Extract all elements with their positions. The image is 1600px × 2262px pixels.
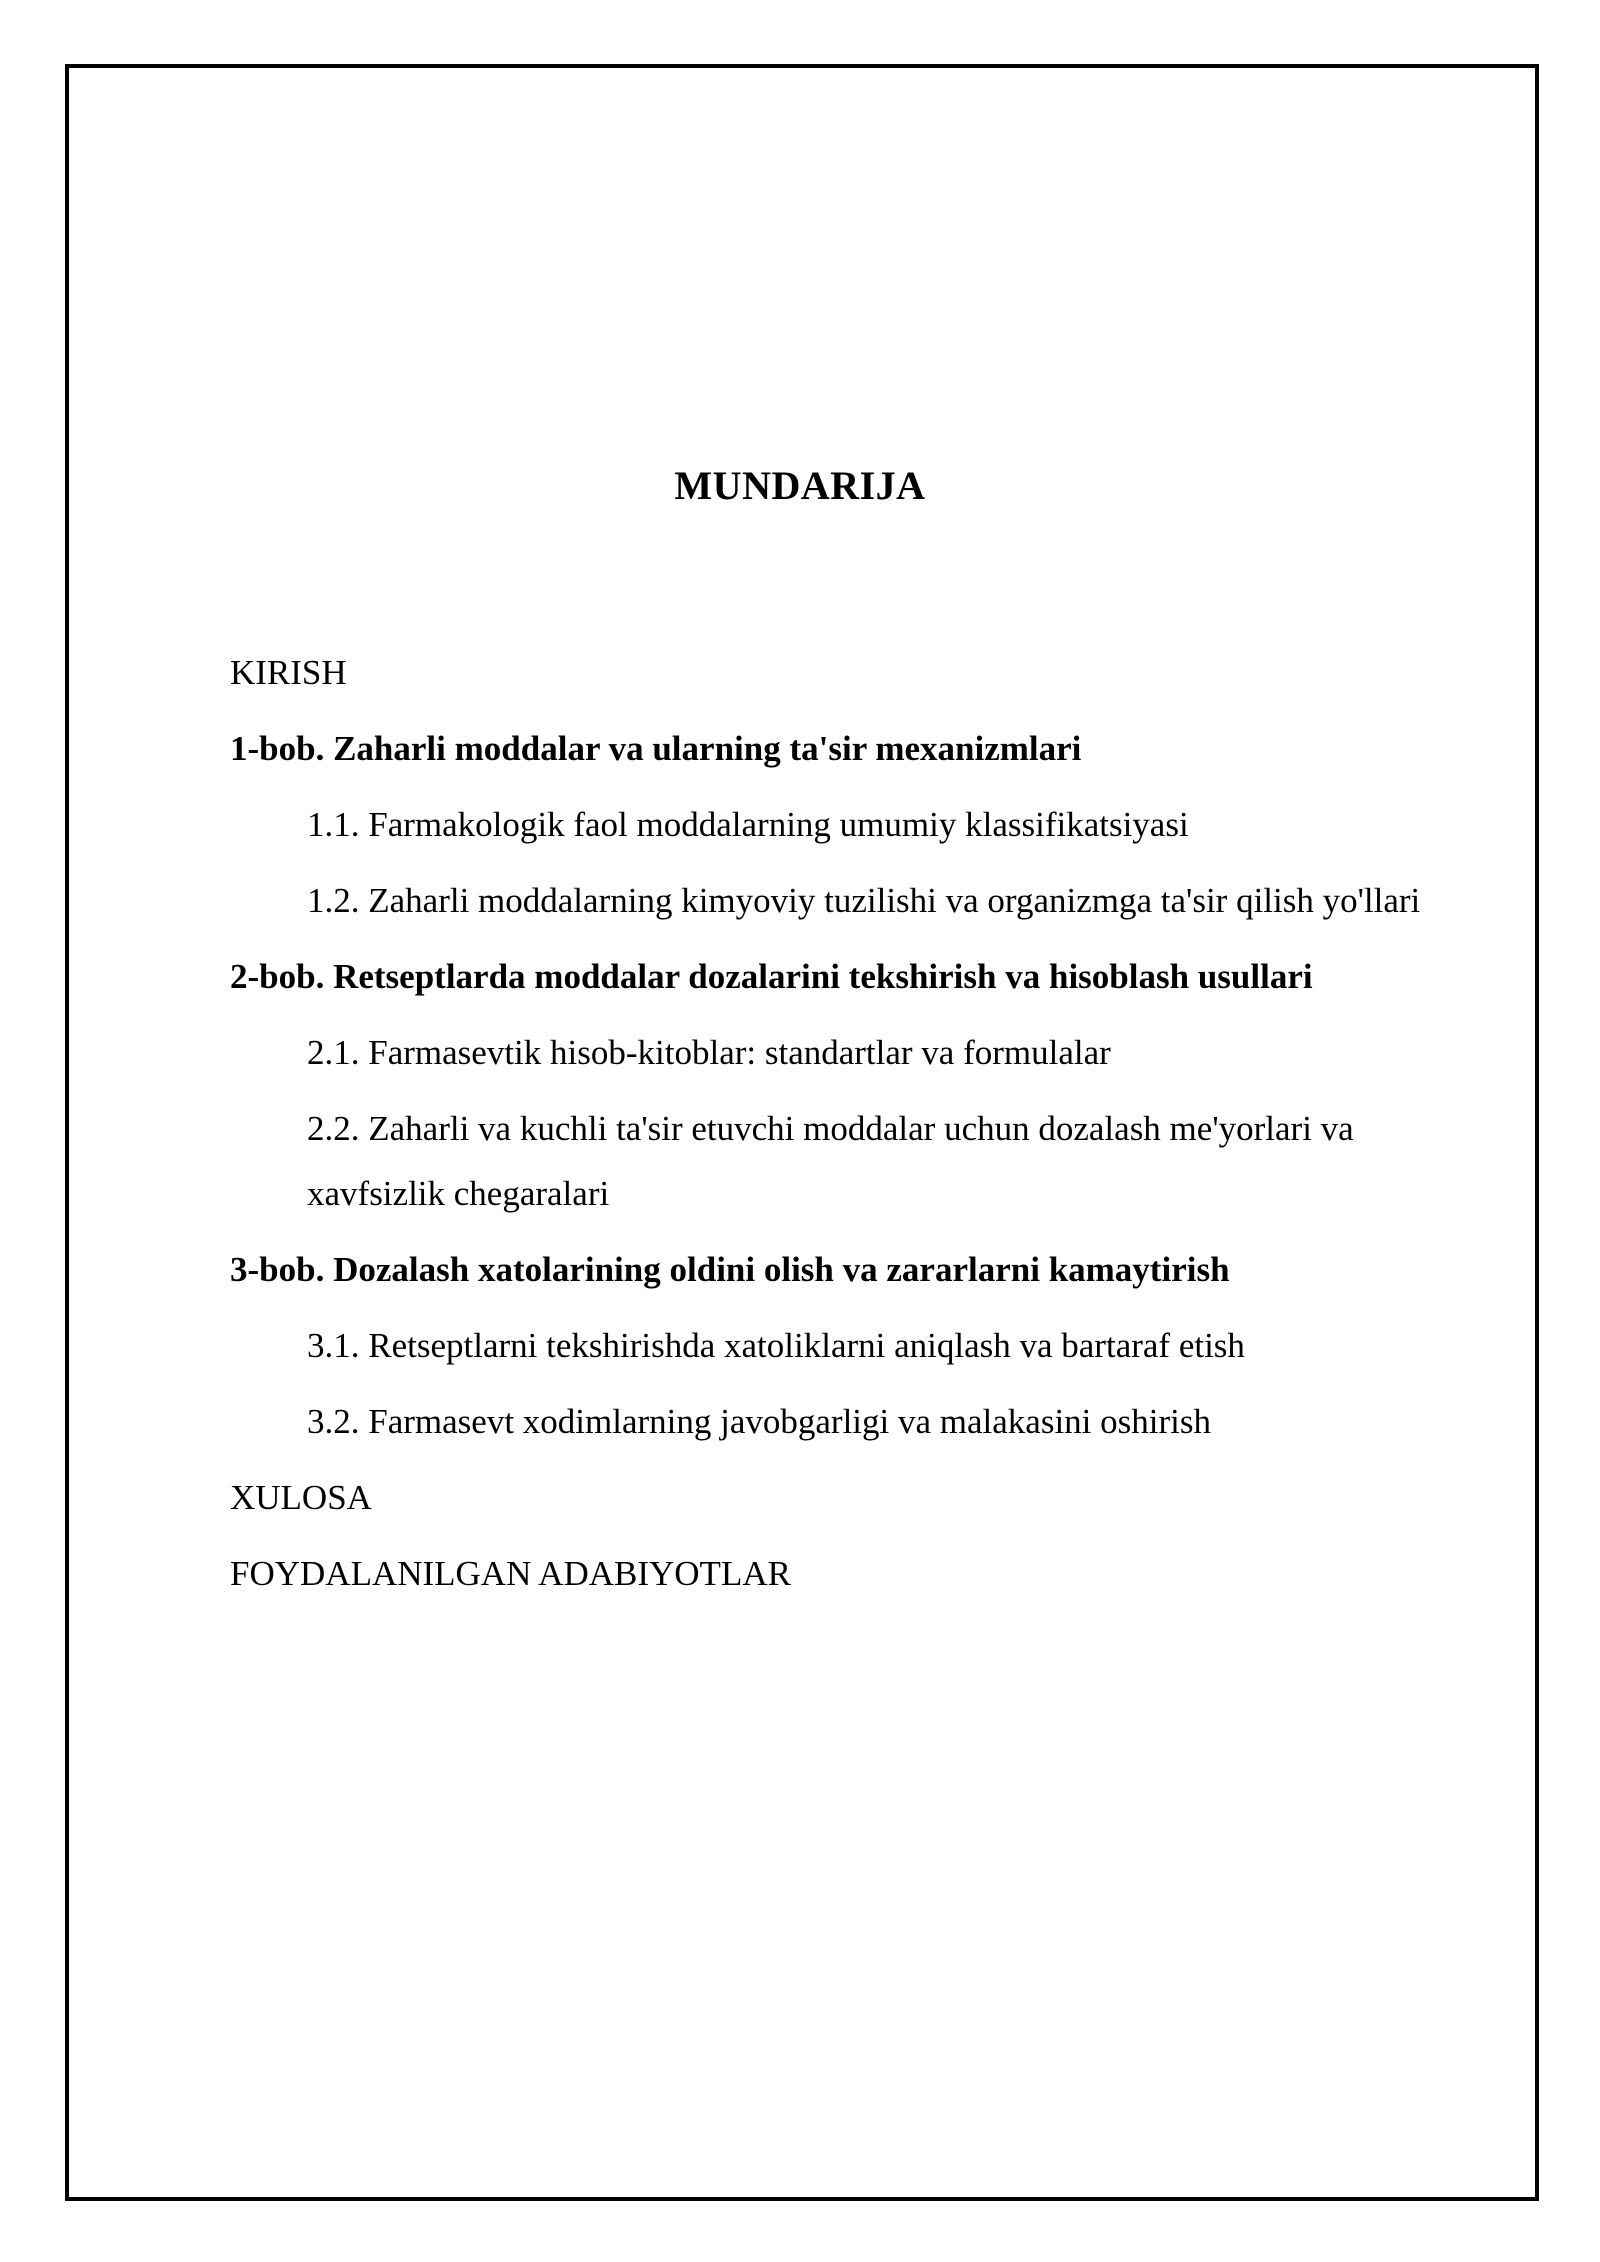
toc-section-2-1[interactable]: 2.1. Farmasevtik hisob-kitoblar: standartlar va formulalar [307,1033,1111,1072]
toc-chapter-2[interactable]: 2-bob. Retseptlarda moddalar dozalarini tekshirish va hisoblash usullari [230,957,1313,996]
toc-section-1-2[interactable]: 1.2. Zaharli moddalarning kimyoviy tuzilishi va organizmga ta'sir qilish yo'llari [307,881,1421,920]
toc-item-references[interactable]: FOYDALANILGAN ADABIYOTLAR [230,1554,791,1593]
toc-section-2-2[interactable]: 2.2. Zaharli va kuchli ta'sir etuvchi moddalar uchun dozalash me'yorlari va xavfsizlik chegaralari [307,1109,1354,1213]
toc-item-conclusion[interactable]: XULOSA [230,1478,372,1517]
toc-chapter-1[interactable]: 1-bob. Zaharli moddalar va ularning ta'sir mexanizmlari [230,729,1082,768]
toc-title: MUNDARIJA [674,463,926,508]
toc-section-3-2[interactable]: 3.2. Farmasevt xodimlarning javobgarligi va malakasini oshirish [307,1402,1212,1441]
toc-chapter-3[interactable]: 3-bob. Dozalash xatolarining oldini olish va zararlarni kamaytirish [230,1250,1230,1289]
table-of-contents [230,640,1450,1617]
toc-item-introduction[interactable]: KIRISH [230,653,347,692]
toc-section-1-1[interactable]: 1.1. Farmakologik faol moddalarning umumiy klassifikatsiyasi [307,805,1189,844]
toc-section-3-1[interactable]: 3.1. Retseptlarni tekshirishda xatoliklarni aniqlash va bartaraf etish [307,1326,1245,1365]
